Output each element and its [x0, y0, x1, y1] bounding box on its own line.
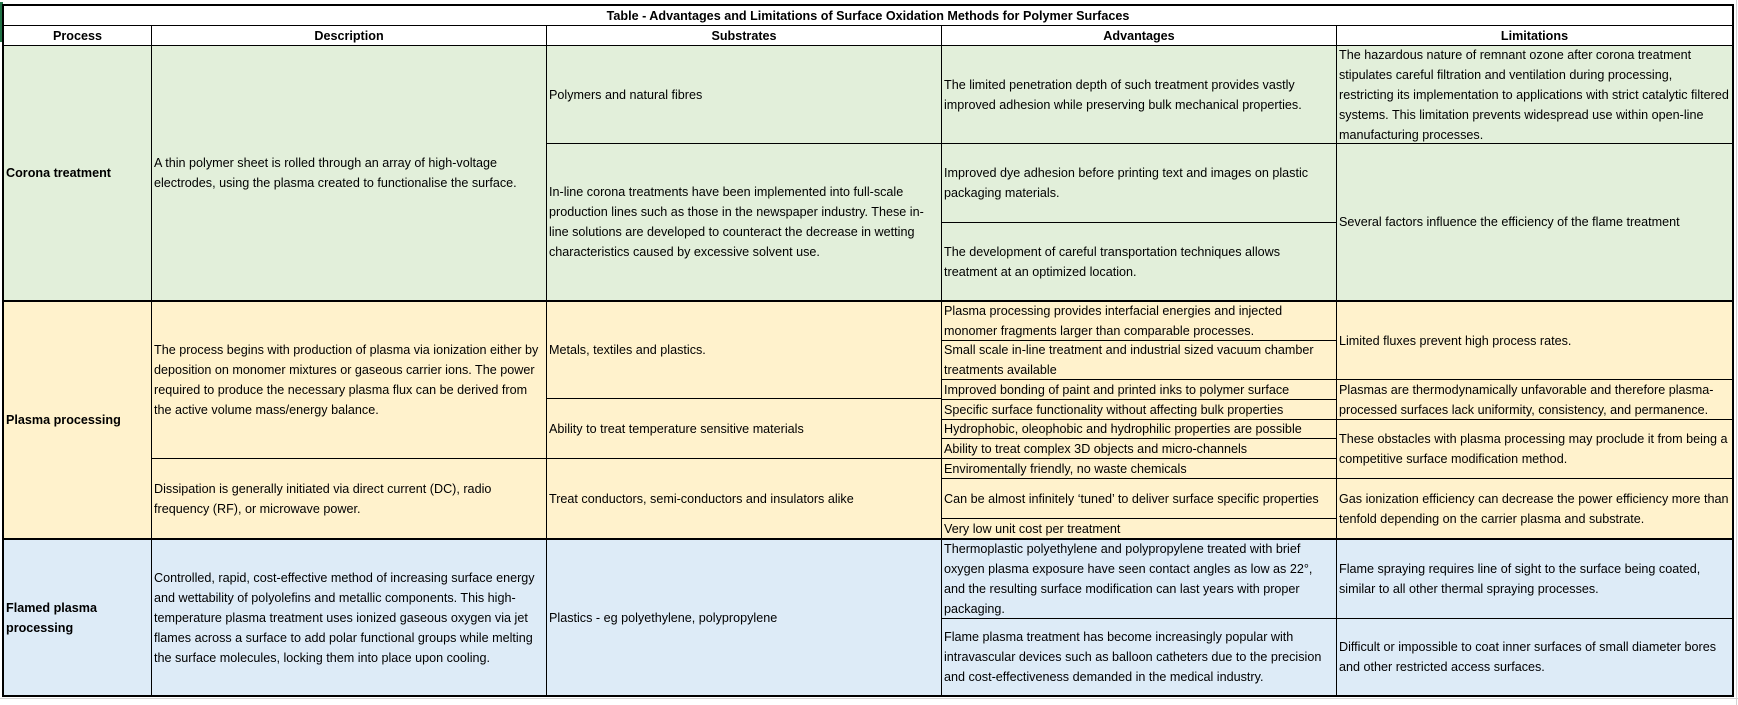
advantage-corona-2[interactable]	[942, 144, 1337, 223]
advantage-flamed-2[interactable]	[942, 619, 1337, 697]
advantage-text: Improved bonding of paint and printed inks to polymer surface	[944, 382, 1290, 397]
advantage-text: Thermoplastic polyethylene and polypropylene treated with brief oxygen plasma exposure have seen contact angles as low as 22°, and the resulting surface modification can last years with proper packaging.	[944, 542, 1313, 616]
limitation-text: The hazardous nature of remnant ozone after corona treatment stipulates careful filtration and ventilation during processing, restricting its implementation to applications with strict catalytic filtered systems. This limitation prevents widespread use within open-line manufacturing processes.	[1339, 47, 1729, 142]
limitation-flamed-1[interactable]	[1337, 540, 1734, 619]
substrate-plasma-2[interactable]	[547, 399, 942, 459]
gridline	[1736, 0, 1737, 705]
limitation-text: These obstacles with plasma processing may proclude it from being a competitive surface modification method.	[1339, 432, 1728, 466]
description-text: Dissipation is generally initiated via direct current (DC), radio frequency (RF), or microwave power.	[154, 481, 492, 516]
process-flamed-label: Flamed plasma processing	[6, 600, 97, 635]
limitation-plasma-4[interactable]	[1337, 479, 1734, 540]
advantage-flamed-1[interactable]	[942, 540, 1337, 619]
advantage-plasma-6[interactable]	[942, 439, 1337, 459]
advantage-text: The limited penetration depth of such treatment provides vastly improved adhesion while preserving bulk mechanical properties.	[944, 77, 1302, 112]
advantage-text: Can be almost infinitely ‘tuned’ to deliver surface specific properties	[944, 491, 1319, 506]
advantage-corona-1[interactable]	[942, 46, 1337, 144]
process-plasma[interactable]	[2, 302, 152, 540]
advantage-text: Improved dye adhesion before printing text and images on plastic packaging materials.	[944, 166, 1309, 200]
limitation-text: Plasmas are thermodynamically unfavorable and therefore plasma-processed surfaces lack uniformity, consistency, and permanence.	[1339, 382, 1714, 417]
header-process[interactable]: Process	[2, 26, 152, 46]
substrate-plasma-1[interactable]	[547, 302, 942, 399]
advantage-plasma-2[interactable]	[942, 341, 1337, 380]
advantage-plasma-3[interactable]	[942, 380, 1337, 400]
substrate-corona-2[interactable]	[547, 144, 942, 302]
substrate-text: Treat conductors, semi-conductors and insulators alike	[549, 491, 854, 506]
advantage-text: Specific surface functionality without affecting bulk properties	[944, 402, 1284, 417]
header-description[interactable]: Description	[152, 26, 547, 46]
advantage-plasma-1[interactable]	[942, 302, 1337, 341]
limitation-text: Several factors influence the efficiency of the flame treatment	[1339, 215, 1680, 229]
description-text: Controlled, rapid, cost-effective method of increasing surface energy and wettability of polyolefins and metallic components. This high-temperature plasma treatment uses ionized gaseous oxygen via jet flames across a surface to add polar functional groups while melting the surface molecules, locking them into place upon cooling.	[154, 570, 535, 665]
limitation-text: Flame spraying requires line of sight to the surface being coated, similar to all other thermal spraying processes.	[1339, 562, 1701, 596]
process-plasma-label: Plasma processing	[6, 413, 121, 427]
substrate-text: Metals, textiles and plastics.	[549, 343, 706, 357]
advantage-text: Ability to treat complex 3D objects and micro-channels	[944, 441, 1248, 456]
gridline	[0, 698, 1738, 699]
advantage-text: The development of careful transportation techniques allows treatment at an optimized location.	[944, 244, 1281, 279]
advantage-text: Hydrophobic, oleophobic and hydrophilic properties are possible	[944, 422, 1302, 436]
header-advantages[interactable]: Advantages	[942, 26, 1337, 46]
limitation-corona-2[interactable]	[1337, 144, 1734, 302]
limitation-text: Limited fluxes prevent high process rates.	[1339, 333, 1572, 348]
advantage-plasma-7[interactable]	[942, 459, 1337, 479]
substrate-text: Ability to treat temperature sensitive materials	[549, 421, 804, 436]
limitation-plasma-2[interactable]	[1337, 380, 1734, 420]
limitation-text: Gas ionization efficiency can decrease the power efficiency more than tenfold depending on the carrier plasma and substrate.	[1339, 491, 1729, 526]
advantage-text: Plasma processing provides interfacial energies and injected monomer fragments larger than comparable processes.	[944, 304, 1283, 338]
advantage-plasma-9[interactable]	[942, 519, 1337, 540]
header-substrates[interactable]: Substrates	[547, 26, 942, 46]
description-flamed[interactable]	[152, 540, 547, 697]
description-text: A thin polymer sheet is rolled through an array of high-voltage electrodes, using the plasma created to functionalise the surface.	[154, 156, 517, 190]
advantage-corona-3[interactable]	[942, 223, 1337, 302]
advantage-text: Very low unit cost per treatment	[944, 521, 1121, 536]
substrate-text: In-line corona treatments have been implemented into full-scale production lines such as those in the newspaper industry. These in-line solutions are developed to counteract the decrease in wetting characteristics caused by excessive solvent use.	[549, 185, 924, 259]
limitation-corona-1[interactable]	[1337, 46, 1734, 144]
advantage-plasma-8[interactable]	[942, 479, 1337, 519]
advantage-text: Flame plasma treatment has become increasingly popular with intravascular devices such as balloon catheters due to the precision and cost-effectiveness demanded in the medical industry.	[944, 630, 1322, 684]
limitation-flamed-2[interactable]	[1337, 619, 1734, 697]
description-text: The process begins with production of plasma via ionization either by deposition on monomer mixtures or gaseous carrier ions. The power required to produce the necessary plasma flux can be derived from the active volume mass/energy balance.	[154, 343, 539, 417]
advantage-text: Enviromentally friendly, no waste chemicals	[944, 461, 1187, 476]
substrate-plasma-3[interactable]	[547, 459, 942, 540]
advantage-text: Small scale in-line treatment and industrial sized vacuum chamber treatments available	[944, 343, 1314, 377]
header-limitations[interactable]: Limitations	[1337, 26, 1734, 46]
limitation-text: Difficult or impossible to coat inner surfaces of small diameter bores and other restricted access surfaces.	[1339, 640, 1717, 674]
table-title[interactable]: Table - Advantages and Limitations of Surface Oxidation Methods for Polymer Surfaces	[2, 4, 1734, 26]
limitation-plasma-3[interactable]	[1337, 420, 1734, 479]
substrate-text: Polymers and natural fibres	[549, 87, 703, 102]
description-plasma-1[interactable]	[152, 302, 547, 459]
advantage-plasma-4[interactable]	[942, 400, 1337, 420]
advantage-plasma-5[interactable]	[942, 420, 1337, 439]
description-corona[interactable]	[152, 46, 547, 302]
substrate-text: Plastics - eg polyethylene, polypropylene	[549, 610, 778, 625]
description-plasma-2[interactable]	[152, 459, 547, 540]
process-corona[interactable]	[2, 46, 152, 302]
process-flamed[interactable]	[2, 540, 152, 697]
substrate-corona-1[interactable]	[547, 46, 942, 144]
substrate-flamed[interactable]	[547, 540, 942, 697]
process-corona-label: Corona treatment	[6, 166, 111, 180]
limitation-plasma-1[interactable]	[1337, 302, 1734, 380]
